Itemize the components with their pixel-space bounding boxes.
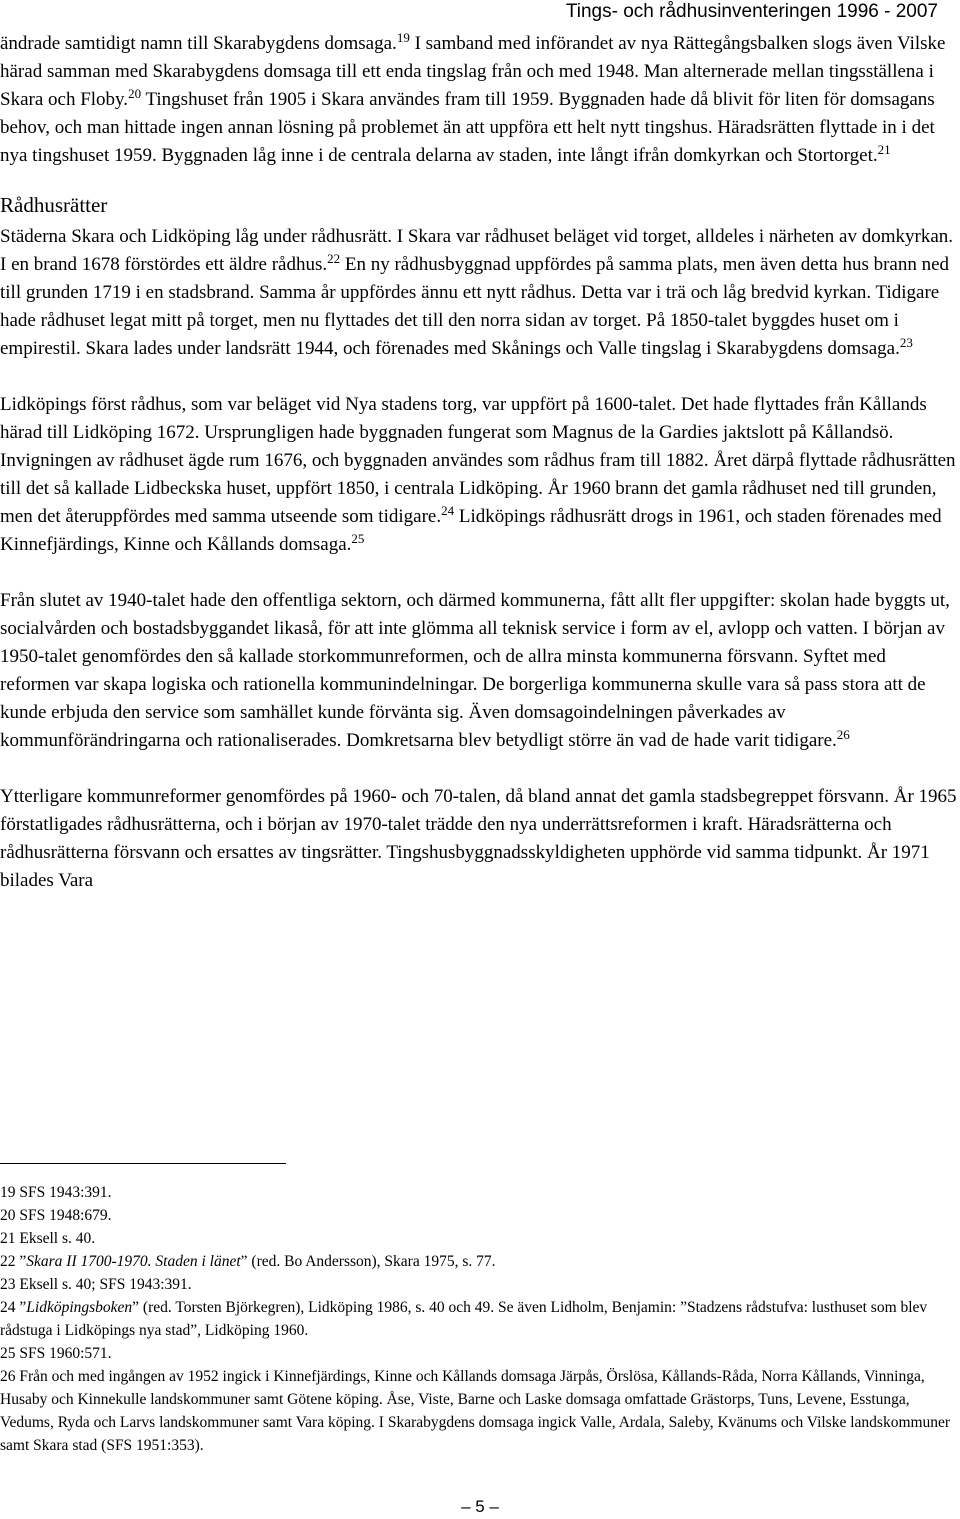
footnote-23: 23 Eksell s. 40; SFS 1943:391.	[0, 1276, 192, 1293]
text-run: ” (red. Torsten Björkegren), Lidköping 1986, s. 40 och 49. Se även Lidholm, Benjamin: ”Stadzens rådstufva: lusthuset som blev rådstuga i Lidköpings nya stad”, Lidköping 1960.	[0, 1299, 928, 1339]
footnote-ref-26[interactable]: 26	[836, 727, 850, 742]
footnote-25: 25 SFS 1960:571.	[0, 1345, 112, 1362]
work-title: Lidköpingsboken	[26, 1299, 133, 1316]
footnote-24	[0, 1296, 960, 1342]
section-heading: Rådhusrätter	[0, 193, 108, 217]
page-number: – 5 –	[461, 1497, 499, 1516]
text-run: Lidköpings först rådhus, som var beläget vid Nya stadens torg, var uppfört på 1600-talet. Det hade flyttades från Kållands härad till Lidköping 1672. Ursprungligen hade byggnaden fungerat som Magnus de la Gardies jaktslott på Kållandsö. Invigningen av rådhuset ägde rum 1676, och byggnaden användes som rådhus fram till 1882. Året därpå flyttade rådhusrätten till det så kallade Lidbeckska huset, uppfört 1850, i centrala Lidköping. År 1960 brann det gamla rådhuset ned till grunden, men det återuppfördes med samma utseende som tidigare.	[0, 394, 956, 527]
paragraph-kommunreform	[0, 587, 960, 755]
footnote-ref-21[interactable]: 21	[877, 142, 891, 157]
paragraph-skara-radhus	[0, 223, 960, 363]
footnote-ref-25[interactable]: 25	[351, 531, 365, 546]
text-run: I samband med införandet av nya Rättegångsbalken slogs även Vilske härad samman med Skarabygdens domsaga till ett enda tingslag från och med 1948. Man alternerade mellan tingsställena i Skara och Floby.	[0, 33, 946, 110]
footnote-ref-24[interactable]: 24	[441, 503, 455, 518]
paragraph-underrattsreform	[0, 783, 960, 895]
footnote-20: 20 SFS 1948:679.	[0, 1207, 112, 1224]
text-run: Lidköpings rådhusrätt drogs in 1961, och staden förenades med Kinnefjärdings, Kinne och Kållands domsaga.	[0, 506, 942, 555]
text-run: Städerna Skara och Lidköping låg under rådhusrätt. I Skara var rådhuset beläget vid torget, alldeles i närheten av domkyrkan. I en brand 1678 förstördes ett äldre rådhus.	[0, 226, 954, 275]
footnote-26: 26 Från och med ingången av 1952 ingick i Kinnefjärdings, Kinne och Kållands domsaga Järpås, Örslösa, Kållands-Råda, Norra Kållands, Vinninga, Husaby och Kinnekulle landskommuner samt Götene köping. Åse, Viste, Barne och Laske domsaga omfattade Grästorps, Tuns, Levene, Esstunga, Vedums, Ryda och Larvs landskommuner samt Vara köping. I Skarabygdens domsaga ingick Valle, Ardala, Saleby, Kvänums och Vilske landskommuner samt Skara stad (SFS 1951:353).	[0, 1368, 951, 1454]
footnote-21: 21 Eksell s. 40.	[0, 1230, 96, 1247]
footnote-ref-23[interactable]: 23	[899, 335, 913, 350]
footnote-ref-22[interactable]: 22	[327, 251, 341, 266]
footnote-ref-20[interactable]: 20	[128, 86, 142, 101]
running-header: Tings- och rådhusinventeringen 1996 - 2007	[565, 1, 938, 22]
text-run: 24 ”	[0, 1299, 27, 1316]
footnote-ref-19[interactable]: 19	[396, 30, 410, 45]
paragraph-lidkoping-radhus	[0, 391, 960, 559]
footnote-19: 19 SFS 1943:391.	[0, 1184, 112, 1201]
text-run: 22 ”	[0, 1253, 27, 1270]
footnotes	[0, 1181, 960, 1457]
footnote-22	[0, 1250, 960, 1273]
paragraph-tingshus	[0, 30, 960, 170]
text-run: Tingshuset från 1905 i Skara användes fram till 1959. Byggnaden hade då blivit för liten för domsagans behov, och man hittade ingen annan lösning på problemet än att uppföra ett helt nytt tingshus. Häradsrätten flyttade in i det nya tingshuset 1959. Byggnaden låg inne i de centrala delarna av staden, inte långt ifrån domkyrkan och Stortorget.	[0, 89, 935, 166]
text-run: En ny rådhusbyggnad uppfördes på samma plats, men även detta hus brann ned till grunden 1719 i en stadsbrand. Samma år uppfördes ännu ett nytt rådhus. Detta var i trä och låg bredvid kyrkan. Tidigare hade rådhuset legat mitt på torget, men nu flyttades det till den norra sidan av torget. På 1850-talet byggdes huset om i empirestil. Skara lades under landsrätt 1944, och förenades med Skånings och Valle tingslag i Skarabygdens domsaga.	[0, 254, 950, 359]
text-run: ” (red. Bo Andersson), Skara 1975, s. 77.	[240, 1253, 496, 1270]
footnote-separator	[0, 1163, 286, 1164]
text-run: ändrade samtidigt namn till Skarabygdens domsaga.	[0, 33, 397, 54]
text-run: Ytterligare kommunreformer genomfördes på 1960- och 70-talen, då bland annat det gamla stadsbegreppet försvann. År 1965 förstatligades rådhusrätterna, och i början av 1970-talet trädde den nya underrättsreformen i kraft. Häradsrätterna och rådhusrätterna försvann och ersattes av tingsrätter. Tingshusbyggnadsskyldigheten upphörde vid samma tidpunkt. År 1971 bilades Vara	[0, 786, 957, 891]
text-run: Från slutet av 1940-talet hade den offentliga sektorn, och därmed kommunerna, fått allt fler uppgifter: skolan hade byggts ut, socialvården och bostadsbyggandet likaså, för att inte glömma all teknisk service i form av el, avlopp och vatten. I början av 1950-talet genomfördes den så kallade storkommunreformen, och de allra minsta kommunerna försvann. Syftet med reformen var skapa logiska och rationella kommunindelningar. De borgerliga kommunerna skulle vara så pass stora att de kunde erbjuda den service som samhället kunde förvänta sig. Även domsagoindelningen påverkades av kommunförändringarna och rationaliserades. Domkretsarna blev betydligt större än vad de hade varit tidigare.	[0, 590, 950, 751]
work-title: Skara II 1700-1970. Staden i länet	[26, 1253, 241, 1270]
body-text	[0, 30, 960, 895]
